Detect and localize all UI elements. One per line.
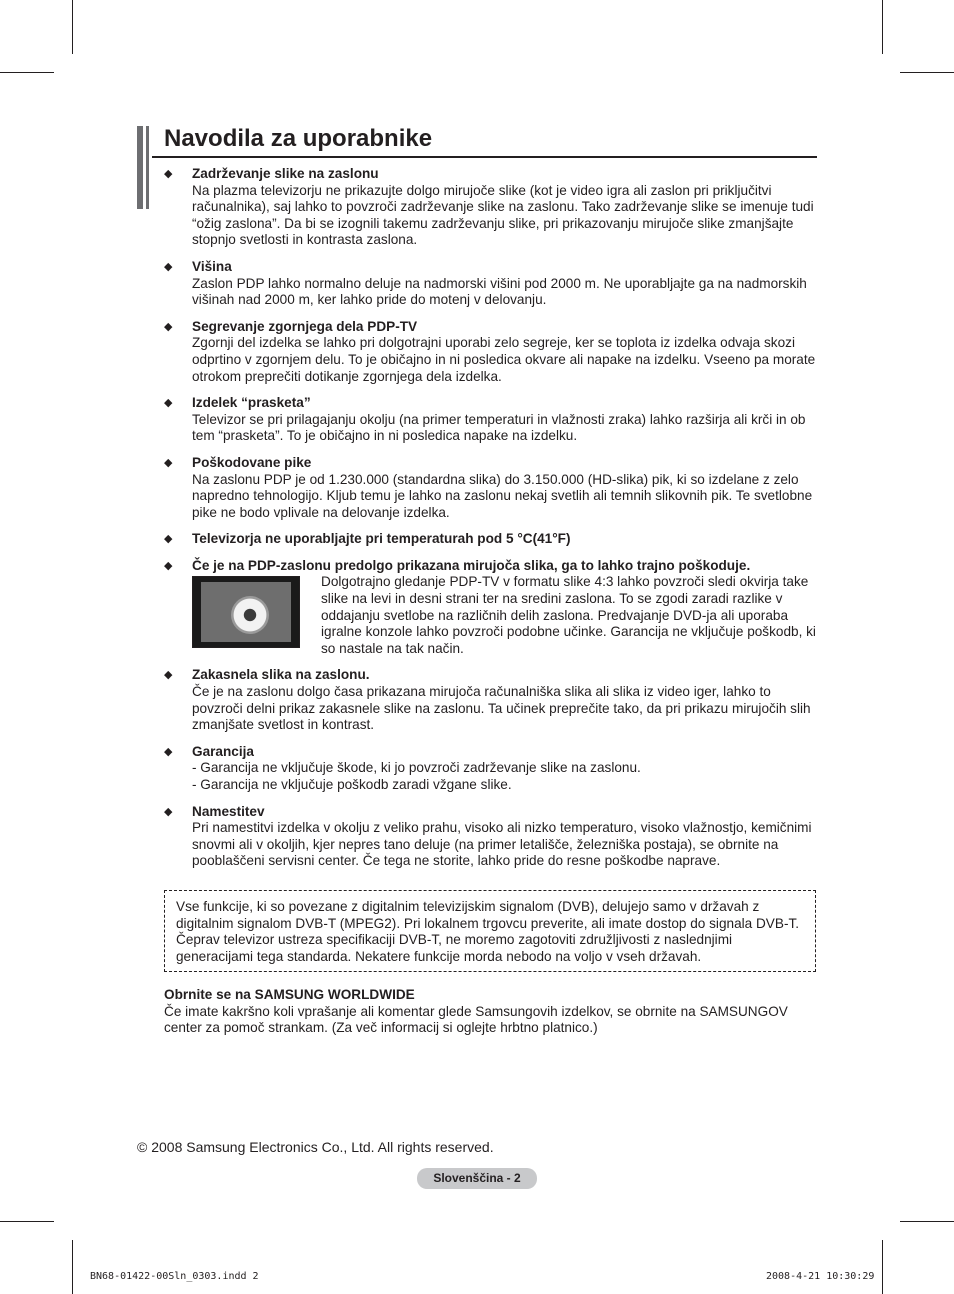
list-item <box>164 667 816 733</box>
item-text: Zgornji del izdelka se lahko pri dolgotrajni uporabi zelo segreje, ker se toplota iz izdelka odvaja skozi odprtino v zgornjem delu. To je običajno in ni posledica okvare ali napake na izdelku. Vseeno pa morate otrokom preprečiti dotikanje zgornjega dela izdelka. <box>192 335 816 384</box>
item-text-line: - Garancija ne vključuje poškodb zaradi vžgane slike. <box>192 777 512 792</box>
item-title: Segrevanje zgornjega dela PDP-TV <box>192 318 418 334</box>
list-item <box>164 531 816 548</box>
image-text-row <box>192 574 816 657</box>
diamond-bullet-icon: ◆ <box>164 260 173 273</box>
crop-mark <box>882 1240 883 1294</box>
list-item <box>164 166 816 249</box>
item-title: Zadrževanje slike na zaslonu <box>192 166 379 181</box>
item-text: Televizor se pri prilagajanju okolju (na primer temperaturi in vlažnosti zraka) lahko razširja ali krči in ob tem “prasketa”. To je običajno in ni posledica napake na izdelku. <box>192 411 806 444</box>
diamond-bullet-icon: ◆ <box>164 533 173 546</box>
crop-mark <box>72 1240 73 1294</box>
item-text: Na zaslonu PDP je od 1.230.000 (standardna slika) do 3.150.000 (HD-slika) pik, ki so izdelane z zelo napredno tehnologijo. Kljub temu je lahko na zaslonu nekaj svetlih ali temnih slikovnih pik. Te svetlobne pike ne bodo vplivale na delovanje izdelka. <box>192 471 813 520</box>
list-item <box>164 259 816 309</box>
list-item <box>164 395 816 445</box>
diamond-bullet-icon: ◆ <box>164 320 173 333</box>
item-title: Izdelek “prasketa” <box>192 395 311 411</box>
item-text-line: - Garancija ne vključuje škode, ki jo povzroči zadrževanje slike na zaslonu. <box>192 760 641 776</box>
contact-text: Če imate kakršno koli vprašanje ali komentar glede Samsungovih izdelkov, se obrnite na SAMSUNGOV center za pomoč strankam. (Za več informacij si oglejte hrbtno platnico.) <box>164 1003 788 1036</box>
tv-flower-thumbnail <box>192 576 300 648</box>
diamond-bullet-icon: ◆ <box>164 559 173 572</box>
instructions-list <box>164 166 816 880</box>
copyright: © 2008 Samsung Electronics Co., Ltd. All rights reserved. <box>137 1139 494 1155</box>
item-title: Garancija <box>192 743 254 759</box>
diamond-bullet-icon: ◆ <box>164 397 173 410</box>
item-title: Poškodovane pike <box>192 454 312 470</box>
item-text: Na plazma televizorju ne prikazujte dolgo mirujoče slike (kot je video igra ali zaslon pri priključitvi računalnika), saj lahko to povzroči zadrževanje slike na zaslonu. Tako zadrževanje slike se imenuje tudi “ožig zaslona”. Da bi se izognili takemu zadrževanju slike, pri prikazovanju mirujoče slike zmanjšajte stopnjo svetlosti in kontrasta zaslona. <box>192 182 814 248</box>
contact-title: Obrnite se na SAMSUNG WORLDWIDE <box>164 987 415 1002</box>
item-text: Če je na zaslonu dolgo časa prikazana mirujoča računalniška slika ali slika iz video iger, lahko to povzroči delni prikaz zakasnele slike na zaslonu. Ta učinek preprečite tako, da pri prikazu mirujočih slih zmanjšate svetlost in kontrast. <box>192 684 811 733</box>
contact-section <box>164 987 816 1037</box>
list-item <box>164 455 816 521</box>
crop-mark <box>0 1221 54 1222</box>
item-title: Televizorja ne uporabljajte pri temperaturah pod 5 °C(41°F) <box>192 531 571 547</box>
list-item <box>164 744 816 794</box>
crop-mark <box>900 1221 954 1222</box>
dvb-notice-box: Vse funkcije, ki so povezane z digitalnim televizijskim signalom (DVB), delujejo samo v državah z digitalnim signalom DVB-T (MPEG2). Pri lokalnem trgovcu preverite, ali imate dostop do signala DVB-T. Čeprav televizor ustreza specifikaciji DVB-T, ne moremo zagotoviti združljivosti z naslednjimi generacijami tega standarda. Nekatere funkcije morda nebodo na voljo v vseh državah. <box>164 890 816 972</box>
footer-file-info: BN68-01422-00Sln_0303.indd 2 <box>90 1271 259 1282</box>
item-text: Zaslon PDP lahko normalno deluje na nadmorski višini pod 2000 m. Ne uporabljajte ga na nadmorskih višinah nad 2000 m, ker lahko pride do motenj v delovanju. <box>192 275 807 308</box>
footer-timestamp: 2008-4-21 10:30:29 <box>766 1271 875 1282</box>
crop-mark <box>0 72 54 73</box>
diamond-bullet-icon: ◆ <box>164 745 173 758</box>
list-item <box>164 558 816 658</box>
item-text: Dolgotrajno gledanje PDP-TV v formatu slike 4:3 lahko povzroči sledi okvirja take slike na levi in desni strani ter na sredini zaslona. To se zgodi zaradi razlike v oddajanju svetlobe na različnih delih zaslona. Predvajanje DVD-ja ali uporaba igralne konzole lahko povzroči podobne učinke. Garancija ne vključuje poškodb, ki so nastale na tak način. <box>321 574 816 656</box>
diamond-bullet-icon: ◆ <box>164 805 173 818</box>
item-title: Višina <box>192 258 232 274</box>
list-item <box>164 804 816 870</box>
diamond-bullet-icon: ◆ <box>164 669 173 682</box>
item-text: Pri namestitvi izdelka v okolju z veliko prahu, visoko ali nizko temperaturo, visoko vlažnostjo, kemičnimi snovmi ali v okoljih, kjer nepres tano deluje (na primer letališče, železniška postaja), se obrnite na pooblaščeni servisni center. Če tega ne storite, lahko pride do resne poškodbe naprave. <box>192 820 812 869</box>
diamond-bullet-icon: ◆ <box>164 456 173 469</box>
crop-mark <box>882 0 883 54</box>
crop-mark <box>72 0 73 54</box>
page-title: Navodila za uporabnike <box>164 125 433 152</box>
item-title: Zakasnela slika na zaslonu. <box>192 667 370 683</box>
item-title: Namestitev <box>192 803 265 819</box>
page-number-badge: Slovenščina - 2 <box>417 1168 537 1189</box>
list-item <box>164 319 816 385</box>
crop-mark <box>900 72 954 73</box>
flower-image-icon <box>231 596 269 634</box>
title-rule <box>152 156 817 158</box>
item-title: Če je na PDP-zaslonu predolgo prikazana mirujoča slika, ga to lahko trajno poškoduje. <box>192 557 751 573</box>
diamond-bullet-icon: ◆ <box>164 168 173 180</box>
